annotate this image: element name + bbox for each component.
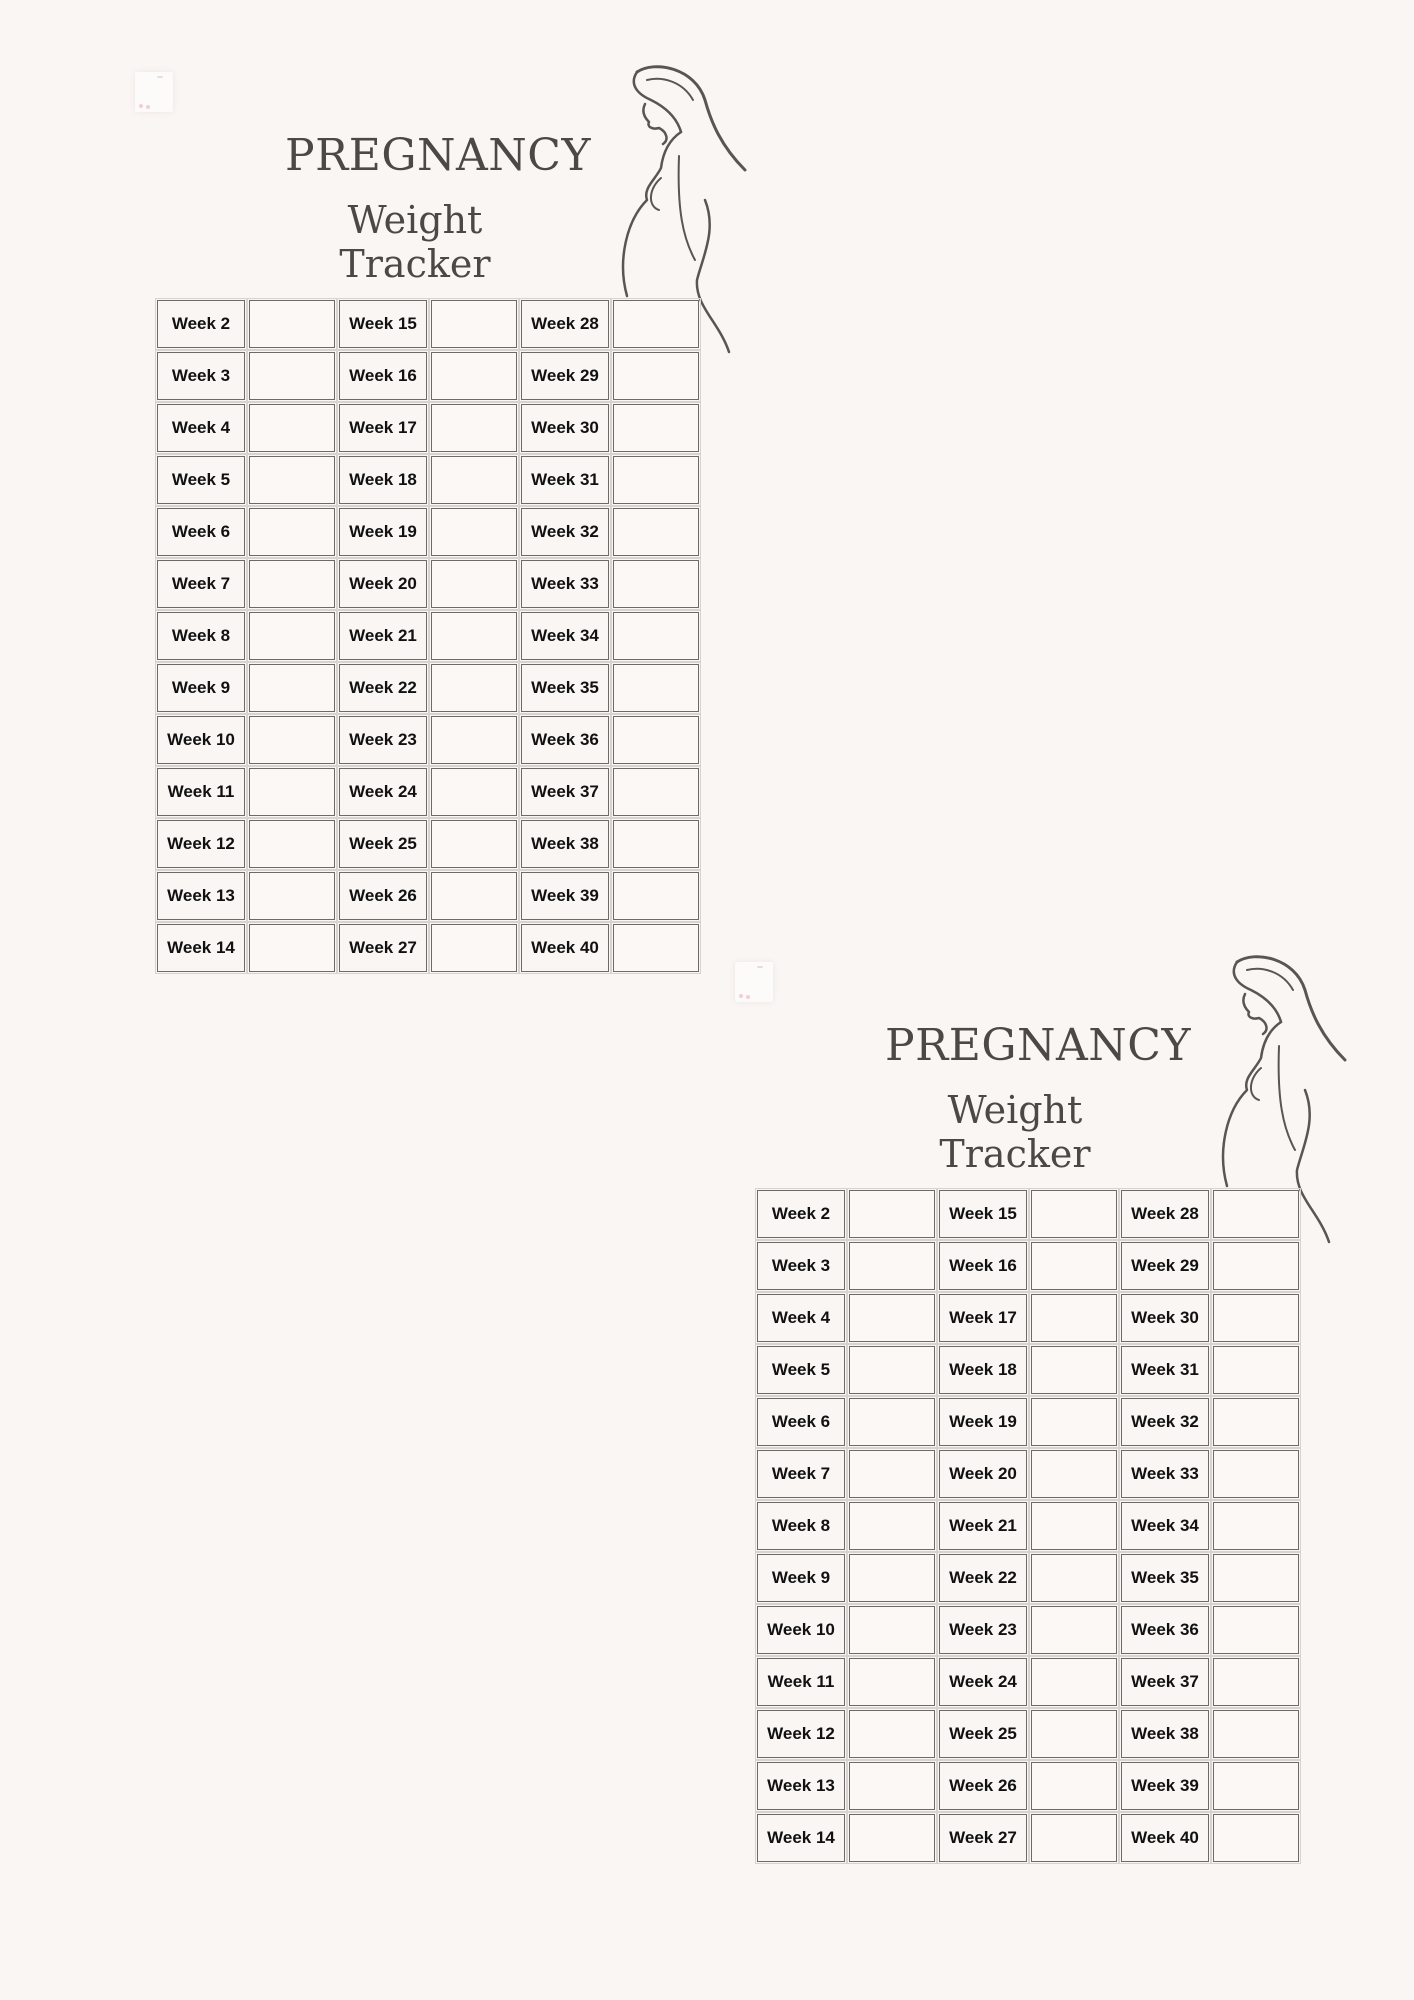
- week-label: Week 17: [939, 1294, 1027, 1342]
- weight-entry-box[interactable]: [431, 352, 517, 400]
- week-label: Week 38: [521, 820, 609, 868]
- week-label: Week 33: [521, 560, 609, 608]
- week-label: Week 15: [339, 300, 427, 348]
- weight-entry-box[interactable]: [849, 1346, 935, 1394]
- week-label: Week 34: [1121, 1502, 1209, 1550]
- weight-grid: [157, 300, 699, 972]
- weight-entry-box[interactable]: [431, 820, 517, 868]
- week-label: Week 16: [339, 352, 427, 400]
- week-label: Week 33: [1121, 1450, 1209, 1498]
- weight-entry-box[interactable]: [1213, 1814, 1299, 1862]
- weight-entry-box[interactable]: [431, 300, 517, 348]
- weight-entry-box[interactable]: [431, 560, 517, 608]
- week-label: Week 7: [757, 1450, 845, 1498]
- weight-entry-box[interactable]: [1031, 1190, 1117, 1238]
- weight-entry-box[interactable]: [1213, 1710, 1299, 1758]
- weight-entry-box[interactable]: [1031, 1294, 1117, 1342]
- weight-entry-box[interactable]: [249, 872, 335, 920]
- week-label: Week 9: [157, 664, 245, 712]
- weight-entry-box[interactable]: [249, 820, 335, 868]
- week-label: Week 23: [939, 1606, 1027, 1654]
- week-label: Week 16: [939, 1242, 1027, 1290]
- weight-entry-box[interactable]: [1031, 1606, 1117, 1654]
- week-label: Week 26: [339, 872, 427, 920]
- logo-mark-icon: [735, 962, 773, 1002]
- week-label: Week 3: [157, 352, 245, 400]
- week-label: Week 13: [757, 1762, 845, 1810]
- week-label: Week 14: [157, 924, 245, 972]
- weight-entry-box[interactable]: [613, 352, 699, 400]
- week-label: Week 22: [339, 664, 427, 712]
- week-label: Week 20: [339, 560, 427, 608]
- tracker-title: PREGNANCY: [885, 1020, 1191, 1071]
- weight-entry-box[interactable]: [1031, 1450, 1117, 1498]
- week-label: Week 19: [339, 508, 427, 556]
- weight-entry-box[interactable]: [1213, 1242, 1299, 1290]
- week-label: Week 31: [1121, 1346, 1209, 1394]
- weight-entry-box[interactable]: [1213, 1398, 1299, 1446]
- weight-entry-box[interactable]: [849, 1398, 935, 1446]
- week-label: Week 24: [339, 768, 427, 816]
- weight-entry-box[interactable]: [849, 1294, 935, 1342]
- weight-entry-box[interactable]: [849, 1190, 935, 1238]
- week-label: Week 29: [1121, 1242, 1209, 1290]
- weight-entry-box[interactable]: [1031, 1554, 1117, 1602]
- week-label: Week 8: [757, 1502, 845, 1550]
- week-label: Week 22: [939, 1554, 1027, 1602]
- weight-entry-box[interactable]: [849, 1710, 935, 1758]
- tracker-sheet-2: [735, 950, 1385, 1900]
- subtitle-line-1: Weight: [347, 198, 483, 242]
- week-label: Week 12: [157, 820, 245, 868]
- week-label: Week 10: [157, 716, 245, 764]
- weight-entry-box[interactable]: [613, 612, 699, 660]
- weight-entry-box[interactable]: [613, 716, 699, 764]
- weight-entry-box[interactable]: [249, 404, 335, 452]
- week-label: Week 17: [339, 404, 427, 452]
- weight-entry-box[interactable]: [1031, 1762, 1117, 1810]
- week-label: Week 23: [339, 716, 427, 764]
- weight-entry-box[interactable]: [249, 924, 335, 972]
- tracker-title: PREGNANCY: [285, 130, 591, 181]
- week-label: Week 36: [1121, 1606, 1209, 1654]
- subtitle-line-1: Weight: [947, 1088, 1083, 1132]
- weight-entry-box[interactable]: [1031, 1814, 1117, 1862]
- week-label: Week 7: [157, 560, 245, 608]
- week-label: Week 28: [1121, 1190, 1209, 1238]
- week-label: Week 18: [939, 1346, 1027, 1394]
- week-label: Week 32: [521, 508, 609, 556]
- week-label: Week 38: [1121, 1710, 1209, 1758]
- tracker-subtitle: [285, 198, 545, 286]
- weight-entry-box[interactable]: [849, 1242, 935, 1290]
- week-label: Week 30: [1121, 1294, 1209, 1342]
- week-label: Week 11: [157, 768, 245, 816]
- week-label: Week 12: [757, 1710, 845, 1758]
- week-label: Week 4: [757, 1294, 845, 1342]
- weight-entry-box[interactable]: [1213, 1606, 1299, 1654]
- weight-entry-box[interactable]: [431, 664, 517, 712]
- week-label: Week 32: [1121, 1398, 1209, 1446]
- weight-entry-box[interactable]: [613, 404, 699, 452]
- week-label: Week 26: [939, 1762, 1027, 1810]
- week-label: Week 14: [757, 1814, 845, 1862]
- weight-entry-box[interactable]: [849, 1814, 935, 1862]
- week-label: Week 21: [939, 1502, 1027, 1550]
- week-label: Week 18: [339, 456, 427, 504]
- weight-entry-box[interactable]: [849, 1762, 935, 1810]
- weight-entry-box[interactable]: [249, 352, 335, 400]
- weight-entry-box[interactable]: [613, 508, 699, 556]
- weight-entry-box[interactable]: [613, 300, 699, 348]
- weight-entry-box[interactable]: [1213, 1554, 1299, 1602]
- week-label: Week 15: [939, 1190, 1027, 1238]
- week-label: Week 19: [939, 1398, 1027, 1446]
- weight-entry-box[interactable]: [431, 872, 517, 920]
- weight-entry-box[interactable]: [1031, 1242, 1117, 1290]
- week-label: Week 31: [521, 456, 609, 504]
- weight-grid: [757, 1190, 1299, 1862]
- week-label: Week 39: [1121, 1762, 1209, 1810]
- weight-entry-box[interactable]: [613, 768, 699, 816]
- weight-entry-box[interactable]: [1213, 1346, 1299, 1394]
- week-label: Week 25: [939, 1710, 1027, 1758]
- weight-entry-box[interactable]: [613, 560, 699, 608]
- week-label: Week 4: [157, 404, 245, 452]
- week-label: Week 40: [521, 924, 609, 972]
- week-label: Week 27: [939, 1814, 1027, 1862]
- week-label: Week 3: [757, 1242, 845, 1290]
- weight-entry-box[interactable]: [1213, 1658, 1299, 1706]
- weight-entry-box[interactable]: [249, 560, 335, 608]
- tracker-sheet-1: [135, 60, 785, 1010]
- tracker-subtitle: [885, 1088, 1145, 1176]
- weight-entry-box[interactable]: [849, 1502, 935, 1550]
- week-label: Week 10: [757, 1606, 845, 1654]
- week-label: Week 8: [157, 612, 245, 660]
- weight-entry-box[interactable]: [1213, 1450, 1299, 1498]
- week-label: Week 29: [521, 352, 609, 400]
- week-label: Week 36: [521, 716, 609, 764]
- logo-mark-icon: [135, 72, 173, 112]
- weight-entry-box[interactable]: [249, 768, 335, 816]
- weight-entry-box[interactable]: [613, 924, 699, 972]
- weight-entry-box[interactable]: [431, 768, 517, 816]
- weight-entry-box[interactable]: [1213, 1294, 1299, 1342]
- week-label: Week 28: [521, 300, 609, 348]
- week-label: Week 13: [157, 872, 245, 920]
- week-label: Week 9: [757, 1554, 845, 1602]
- weight-entry-box[interactable]: [431, 404, 517, 452]
- weight-entry-box[interactable]: [613, 456, 699, 504]
- weight-entry-box[interactable]: [613, 872, 699, 920]
- week-label: Week 2: [757, 1190, 845, 1238]
- weight-entry-box[interactable]: [431, 924, 517, 972]
- weight-entry-box[interactable]: [249, 716, 335, 764]
- week-label: Week 5: [757, 1346, 845, 1394]
- week-label: Week 37: [1121, 1658, 1209, 1706]
- weight-entry-box[interactable]: [1031, 1398, 1117, 1446]
- weight-entry-box[interactable]: [1213, 1762, 1299, 1810]
- week-label: Week 6: [157, 508, 245, 556]
- week-label: Week 40: [1121, 1814, 1209, 1862]
- week-label: Week 35: [521, 664, 609, 712]
- week-label: Week 30: [521, 404, 609, 452]
- week-label: Week 35: [1121, 1554, 1209, 1602]
- weight-entry-box[interactable]: [249, 300, 335, 348]
- week-label: Week 6: [757, 1398, 845, 1446]
- weight-entry-box[interactable]: [249, 508, 335, 556]
- weight-entry-box[interactable]: [849, 1450, 935, 1498]
- weight-entry-box[interactable]: [1031, 1710, 1117, 1758]
- week-label: Week 21: [339, 612, 427, 660]
- weight-entry-box[interactable]: [1213, 1502, 1299, 1550]
- weight-entry-box[interactable]: [1031, 1502, 1117, 1550]
- week-label: Week 20: [939, 1450, 1027, 1498]
- weight-entry-box[interactable]: [613, 820, 699, 868]
- week-label: Week 2: [157, 300, 245, 348]
- weight-entry-box[interactable]: [249, 456, 335, 504]
- week-label: Week 27: [339, 924, 427, 972]
- week-label: Week 24: [939, 1658, 1027, 1706]
- weight-entry-box[interactable]: [431, 716, 517, 764]
- weight-entry-box[interactable]: [613, 664, 699, 712]
- weight-entry-box[interactable]: [431, 612, 517, 660]
- subtitle-line-2: Tracker: [339, 242, 491, 286]
- week-label: Week 5: [157, 456, 245, 504]
- weight-entry-box[interactable]: [249, 612, 335, 660]
- weight-entry-box[interactable]: [849, 1554, 935, 1602]
- week-label: Week 37: [521, 768, 609, 816]
- weight-entry-box[interactable]: [1031, 1658, 1117, 1706]
- subtitle-line-2: Tracker: [939, 1132, 1091, 1176]
- weight-entry-box[interactable]: [1031, 1346, 1117, 1394]
- weight-entry-box[interactable]: [849, 1606, 935, 1654]
- weight-entry-box[interactable]: [249, 664, 335, 712]
- weight-entry-box[interactable]: [849, 1658, 935, 1706]
- week-label: Week 25: [339, 820, 427, 868]
- week-label: Week 11: [757, 1658, 845, 1706]
- weight-entry-box[interactable]: [1213, 1190, 1299, 1238]
- weight-entry-box[interactable]: [431, 456, 517, 504]
- week-label: Week 34: [521, 612, 609, 660]
- week-label: Week 39: [521, 872, 609, 920]
- weight-entry-box[interactable]: [431, 508, 517, 556]
